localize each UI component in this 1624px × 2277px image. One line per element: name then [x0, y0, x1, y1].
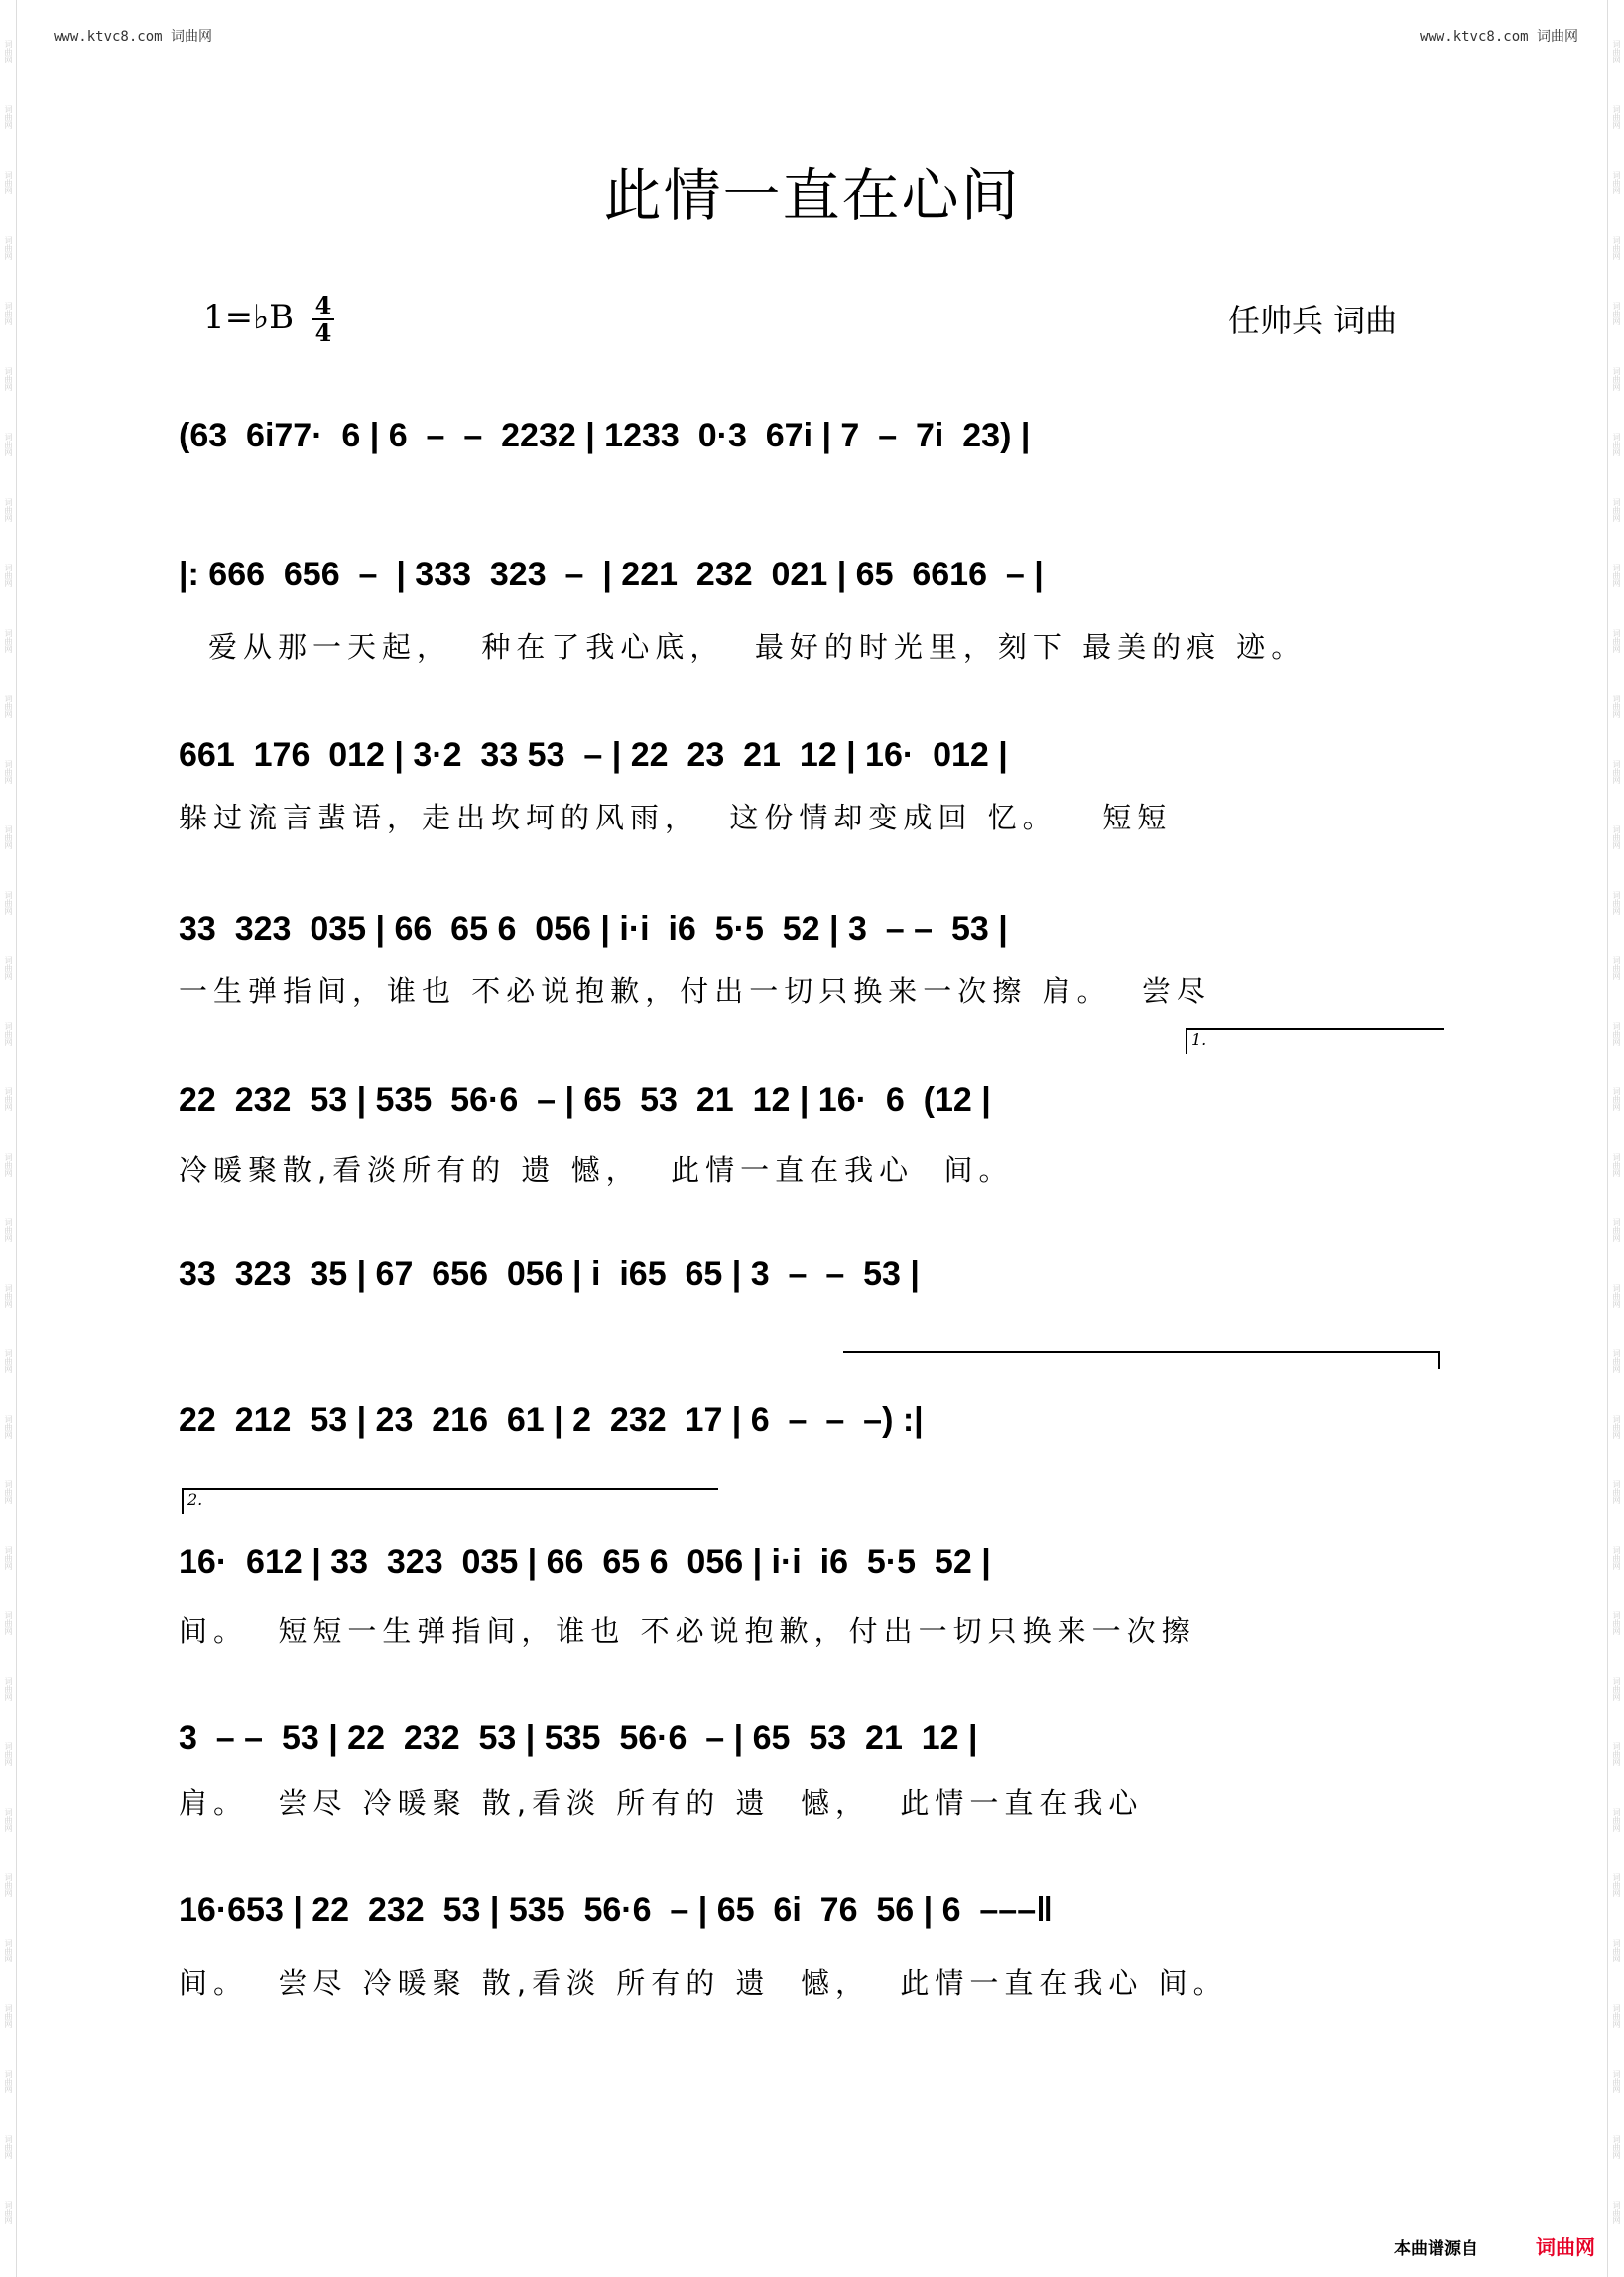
side-watermark-text: 词曲网: [1612, 2004, 1621, 2028]
side-watermark-text: 词曲网: [1612, 105, 1621, 129]
song-title: 此情一直在心间: [603, 162, 1021, 229]
score-line-2-notes: |: 666 656 – | 333 323 – | 221 232 021 | 65 6616 – |: [179, 556, 1044, 593]
side-watermark-text: 词曲网: [4, 760, 13, 784]
side-watermark-text: 词曲网: [4, 367, 13, 391]
side-watermark-text: 词曲网: [1612, 2201, 1621, 2224]
side-watermark-text: 词曲网: [1612, 367, 1621, 391]
score-line-5-lyrics: 冷暖聚散,看淡所有的 遗 憾， 此情一直在我心 间。: [179, 1153, 1014, 1187]
side-watermark-text: 词曲网: [1612, 171, 1621, 194]
side-watermark-text: 词曲网: [4, 2135, 13, 2159]
side-watermark-text: 词曲网: [1612, 891, 1621, 915]
side-watermark-text: 词曲网: [4, 825, 13, 849]
score-line-3-notes: 661 176 012 | 3·2 33 53 – | 22 23 21 12 | 16· 012 |: [179, 736, 1008, 774]
side-watermark-text: 词曲网: [4, 1873, 13, 1897]
side-watermark-text: 词曲网: [4, 105, 13, 129]
score-line-8-lyrics: 间。 短短一生弹指间，谁也 不必说抱歉，付出一切只换来一次擦: [179, 1614, 1196, 1648]
side-watermark-text: 词曲网: [4, 1546, 13, 1570]
time-signature: [312, 291, 334, 347]
side-watermark-text: 词曲网: [4, 1153, 13, 1177]
side-watermark-text: 词曲网: [1612, 564, 1621, 587]
volta-2-bracket: 2.: [182, 1488, 718, 1514]
side-watermark-text: 词曲网: [1612, 1939, 1621, 1962]
side-watermark-text: 词曲网: [1612, 302, 1621, 325]
score-line-9-notes: 3 – – 53 | 22 232 53 | 535 56·6 – | 65 53 21 12 |: [179, 1719, 978, 1757]
side-watermark-text: 词曲网: [4, 2070, 13, 2093]
side-watermark-text: 词曲网: [4, 171, 13, 194]
score-line-1-notes: (63 6i77· 6 | 6 – – 2232 | 1233 0·3 67i | 7 – 7i 23) |: [179, 417, 1031, 454]
side-watermark-text: 词曲网: [4, 1218, 13, 1242]
header-right-site: www.ktvc8.com 词曲网: [1419, 29, 1578, 45]
left-watermark-strip: [0, 0, 17, 2277]
score-line-2-lyrics: 爱从那一天起， 种在了我心底， 最好的时光里，刻下 最美的痕 迹。: [208, 630, 1307, 664]
side-watermark-text: 词曲网: [4, 498, 13, 522]
score-line-9-lyrics: 肩。 尝尽 冷暖聚 散,看淡 所有的 遗 憾， 此情一直在我心: [179, 1786, 1144, 1820]
side-watermark-text: 词曲网: [1612, 1808, 1621, 1832]
author-credit: 任帅兵 词曲: [1228, 302, 1398, 339]
side-watermark-text: 词曲网: [4, 1611, 13, 1635]
side-watermark-text: 词曲网: [1612, 1218, 1621, 1242]
right-watermark-strip: [1607, 0, 1624, 2277]
side-watermark-text: 词曲网: [4, 956, 13, 980]
side-watermark-text: 词曲网: [1612, 1284, 1621, 1308]
volta-1-extension-end: [1438, 1351, 1440, 1369]
side-watermark-text: 词曲网: [1612, 1022, 1621, 1046]
side-watermark-text: 词曲网: [1612, 236, 1621, 260]
side-watermark-text: 词曲网: [1612, 1873, 1621, 1897]
side-watermark-text: 词曲网: [4, 433, 13, 456]
side-watermark-text: 词曲网: [1612, 2135, 1621, 2159]
side-watermark-text: 词曲网: [1612, 695, 1621, 718]
side-watermark-text: 词曲网: [1612, 825, 1621, 849]
key-signature: 1=♭B: [203, 298, 295, 337]
side-watermark-text: 词曲网: [1612, 760, 1621, 784]
score-line-8-notes: 16· 612 | 33 323 035 | 66 65 6 056 | i·i i6 5·5 52 |: [179, 1543, 991, 1581]
side-watermark-text: 词曲网: [4, 564, 13, 587]
side-watermark-text: 词曲网: [1612, 1087, 1621, 1111]
side-watermark-text: 词曲网: [4, 629, 13, 653]
score-line-3-lyrics: 躲过流言蜚语，走出坎坷的风雨， 这份情却变成回 忆。 短短: [179, 801, 1173, 834]
side-watermark-text: 词曲网: [4, 1939, 13, 1962]
side-watermark-text: 词曲网: [4, 1742, 13, 1766]
side-watermark-text: 词曲网: [1612, 40, 1621, 63]
side-watermark-text: 词曲网: [1612, 2070, 1621, 2093]
side-watermark-text: 词曲网: [4, 1480, 13, 1504]
side-watermark-text: 词曲网: [4, 695, 13, 718]
side-watermark-text: 词曲网: [1612, 1480, 1621, 1504]
side-watermark-text: 词曲网: [4, 1415, 13, 1439]
side-watermark-text: 词曲网: [4, 1022, 13, 1046]
time-signature-bottom: 4: [314, 318, 332, 347]
side-watermark-text: 词曲网: [1612, 629, 1621, 653]
side-watermark-text: 词曲网: [1612, 956, 1621, 980]
side-watermark-text: 词曲网: [4, 236, 13, 260]
score-line-5-notes: 22 232 53 | 535 56·6 – | 65 53 21 12 | 16· 6 (12 |: [179, 1081, 991, 1119]
side-watermark-text: 词曲网: [1612, 1742, 1621, 1766]
volta-1-bracket: 1.: [1186, 1028, 1444, 1054]
score-line-10-lyrics: 间。 尝尽 冷暖聚 散,看淡 所有的 遗 憾， 此情一直在我心 间。: [179, 1966, 1228, 2000]
side-watermark-text: 词曲网: [1612, 498, 1621, 522]
side-watermark-text: 词曲网: [1612, 1415, 1621, 1439]
side-watermark-text: 词曲网: [4, 2201, 13, 2224]
side-watermark-text: 词曲网: [4, 891, 13, 915]
side-watermark-text: 词曲网: [4, 1087, 13, 1111]
side-watermark-text: 词曲网: [4, 1677, 13, 1701]
side-watermark-text: 词曲网: [4, 1349, 13, 1373]
side-watermark-text: 词曲网: [1612, 1611, 1621, 1635]
side-watermark-text: 词曲网: [1612, 1153, 1621, 1177]
side-watermark-text: 词曲网: [4, 302, 13, 325]
score-line-6-notes: 33 323 35 | 67 656 056 | i i65 65 | 3 – – 53 |: [179, 1255, 920, 1293]
side-watermark-text: 词曲网: [4, 2004, 13, 2028]
side-watermark-text: 词曲网: [4, 40, 13, 63]
score-line-7-notes: 22 212 53 | 23 216 61 | 2 232 17 | 6 – – –) :|: [179, 1401, 924, 1439]
side-watermark-text: 词曲网: [1612, 1546, 1621, 1570]
header-left-site: www.ktvc8.com 词曲网: [54, 29, 213, 45]
side-watermark-text: 词曲网: [4, 1808, 13, 1832]
score-line-4-notes: 33 323 035 | 66 65 6 056 | i·i i6 5·5 52 | 3 – – 53 |: [179, 910, 1008, 948]
volta-1-extension-line: [843, 1351, 1440, 1353]
footer-site-logo: 词曲网: [1536, 2235, 1595, 2259]
side-watermark-text: 词曲网: [4, 1284, 13, 1308]
score-line-4-lyrics: 一生弹指间，谁也 不必说抱歉，付出一切只换来一次擦 肩。 尝尽: [179, 974, 1211, 1008]
side-watermark-text: 词曲网: [1612, 1349, 1621, 1373]
side-watermark-text: 词曲网: [1612, 433, 1621, 456]
footer-source-label: 本曲谱源自: [1394, 2239, 1478, 2259]
time-signature-top: 4: [314, 291, 332, 319]
side-watermark-text: 词曲网: [1612, 1677, 1621, 1701]
score-line-10-notes: 16·653 | 22 232 53 | 535 56·6 – | 65 6i 76 56 | 6 –––‖: [179, 1891, 1054, 1929]
